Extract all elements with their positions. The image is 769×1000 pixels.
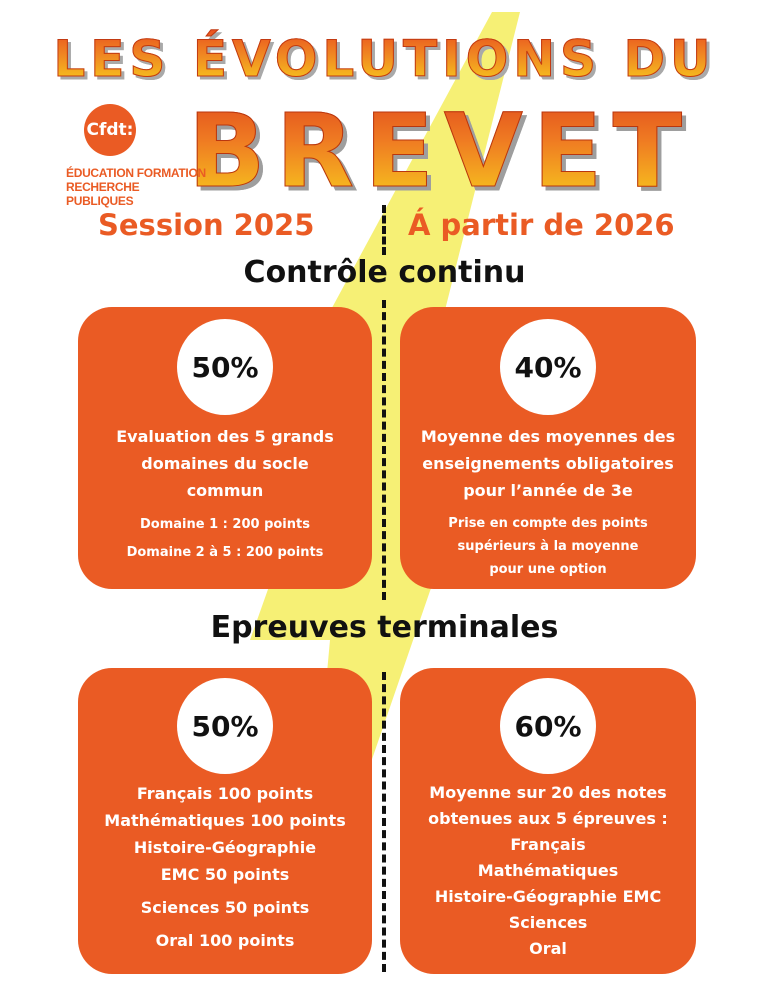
text-line: Moyenne des moyennes des: [420, 427, 676, 446]
percent-badge: 50%: [177, 319, 273, 415]
title-top: LES ÉVOLUTIONS DU: [0, 30, 769, 88]
cfdt-logo: Cfdt:: [84, 104, 136, 156]
card-controle-2025: [78, 307, 372, 589]
detail-line: supérieurs à la moyenne: [457, 539, 639, 554]
text-line: Oral: [529, 939, 567, 958]
text-line: Sciences 50 points: [140, 898, 310, 917]
text-line: pour l’année de 3e: [463, 481, 633, 500]
divider-bottom: [382, 672, 386, 972]
logo-subtitle-line1: ÉDUCATION FORMATION: [66, 166, 206, 180]
card-description: [408, 780, 688, 962]
text-line: Mathématiques 100 points: [104, 811, 346, 830]
text-line: Français: [510, 835, 586, 854]
text-line: Histoire-Géographie EMC: [434, 887, 662, 906]
detail-line: Prise en compte des points: [448, 516, 648, 531]
divider-middle: [382, 300, 386, 600]
text-line: Moyenne sur 20 des notes: [429, 783, 667, 802]
percent-badge: 50%: [177, 678, 273, 774]
column-right-heading: Á partir de 2026: [408, 208, 675, 242]
text-line: Oral 100 points: [155, 931, 295, 950]
text-line: Evaluation des 5 grands: [116, 427, 334, 446]
percent-badge: 60%: [500, 678, 596, 774]
text-line: commun: [186, 481, 264, 500]
text-line: Histoire-Géographie: [133, 838, 317, 857]
section-title-controle: Contrôle continu: [243, 255, 526, 290]
text-line: Français 100 points: [136, 784, 314, 803]
text-line: EMC 50 points: [160, 865, 290, 884]
text-line: Sciences: [508, 913, 588, 932]
card-description: [86, 423, 364, 504]
detail-line: Domaine 1 : 200 points: [140, 517, 310, 532]
text-line: obtenues aux 5 épreuves :: [428, 809, 668, 828]
card-epreuves-2025: [78, 668, 372, 974]
text-line: enseignements obligatoires: [422, 454, 674, 473]
logo-subtitle: [66, 166, 206, 208]
card-details: [86, 511, 364, 567]
card-description: [408, 423, 688, 504]
column-left-heading: Session 2025: [98, 208, 315, 242]
title-main: BREVET: [130, 92, 750, 211]
card-description: [86, 780, 364, 954]
text-line: domaines du socle: [141, 454, 309, 473]
card-controle-2026: [400, 307, 696, 589]
detail-line: Domaine 2 à 5 : 200 points: [126, 545, 324, 560]
section-title-epreuves: Epreuves terminales: [210, 610, 559, 645]
divider-top: [382, 205, 386, 255]
card-details: [408, 512, 688, 581]
text-line: Mathématiques: [477, 861, 619, 880]
logo-subtitle-line2: RECHERCHE PUBLIQUES: [66, 180, 140, 208]
percent-badge: 40%: [500, 319, 596, 415]
detail-line: pour une option: [489, 562, 607, 577]
card-epreuves-2026: [400, 668, 696, 974]
